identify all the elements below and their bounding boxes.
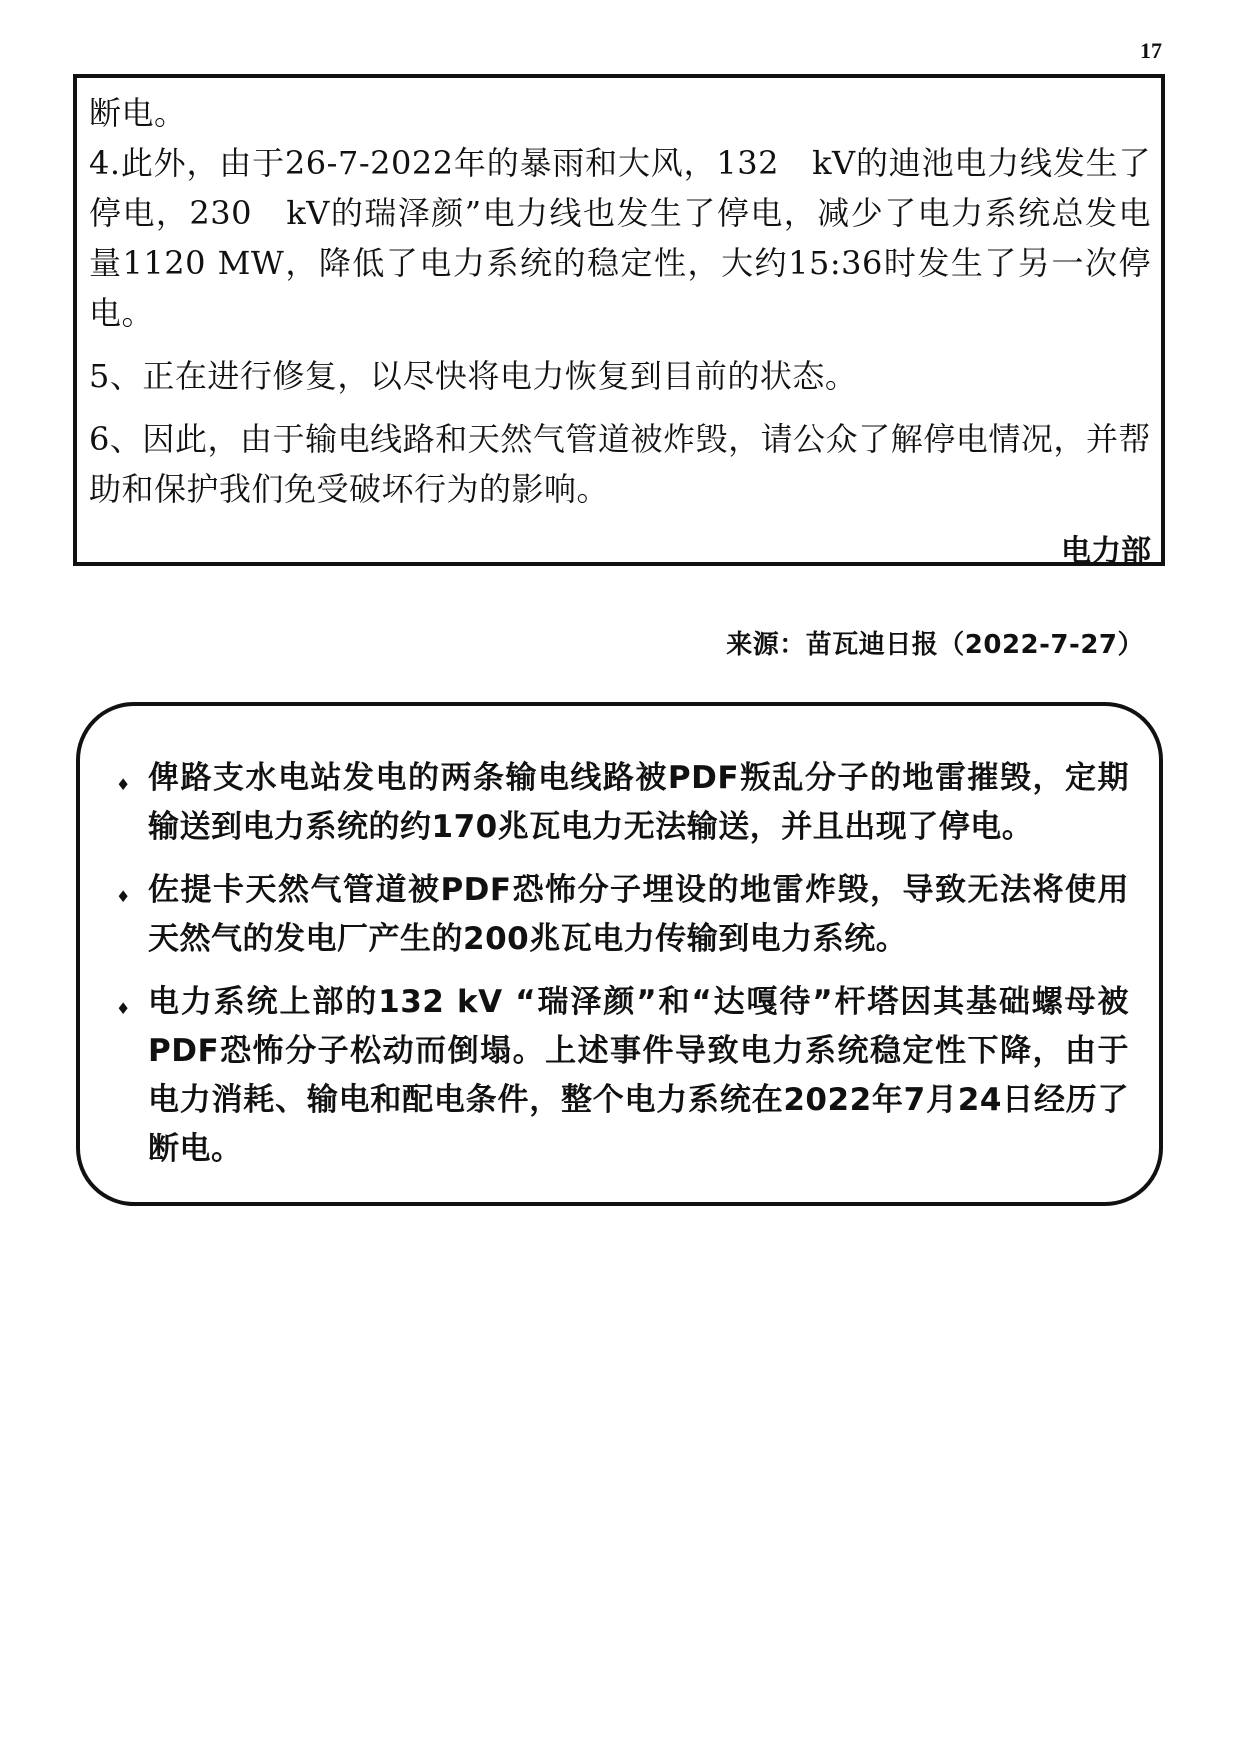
diamond-bullet-icon: ♦ (116, 999, 131, 1018)
notice-continuation: 断电。 (89, 94, 187, 132)
list-item (110, 978, 1129, 1174)
summary-bullet-list (110, 754, 1129, 1174)
notice-paragraph-5: 5、正在进行修复，以尽快将电力恢复到目前的状态。 (89, 357, 858, 395)
summary-box (76, 702, 1163, 1206)
source-citation: 来源：苗瓦迪日报（2022-7-27） (726, 630, 1144, 660)
notice-box (73, 74, 1165, 569)
notice-signature: 电力部 (1061, 534, 1151, 569)
list-item (110, 754, 1129, 852)
summary-item-text: 佐提卡天然气管道被PDF恐怖分子埋设的地雷炸毁，导致无法将使用天然气的发电厂产生的200兆瓦电力传输到电力系统。 (148, 872, 1129, 957)
page-number: 17 (1140, 38, 1162, 63)
summary-item-text: 俾路支水电站发电的两条输电线路被PDF叛乱分子的地雷摧毁，定期输送到电力系统的约170兆瓦电力无法输送，并且出现了停电。 (148, 760, 1129, 845)
list-item (110, 866, 1129, 964)
notice-paragraph-4: 4.此外，由于26-7-2022年的暴雨和大风，132 kV的迪池电力线发生了停电，230 kV的瑞泽颜”电力线也发生了停电，减少了电力系统总发电量1120 MW，降低了电力系统的稳定性，大约15:36时发生了另一次停电。 (89, 144, 1151, 332)
notice-paragraph-6: 6、因此，由于输电线路和天然气管道被炸毁，请公众了解停电情况，并帮助和保护我们免受破坏行为的影响。 (89, 420, 1151, 508)
diamond-bullet-icon: ♦ (116, 887, 131, 906)
summary-item-text: 电力系统上部的132 kV “瑞泽颜”和“达嘎待”杆塔因其基础螺母被PDF恐怖分子松动而倒塌。上述事件导致电力系统稳定性下降，由于电力消耗、输电和配电条件，整个电力系统在2022年7月24日经历了断电。 (148, 984, 1129, 1167)
diamond-bullet-icon: ♦ (116, 775, 131, 794)
